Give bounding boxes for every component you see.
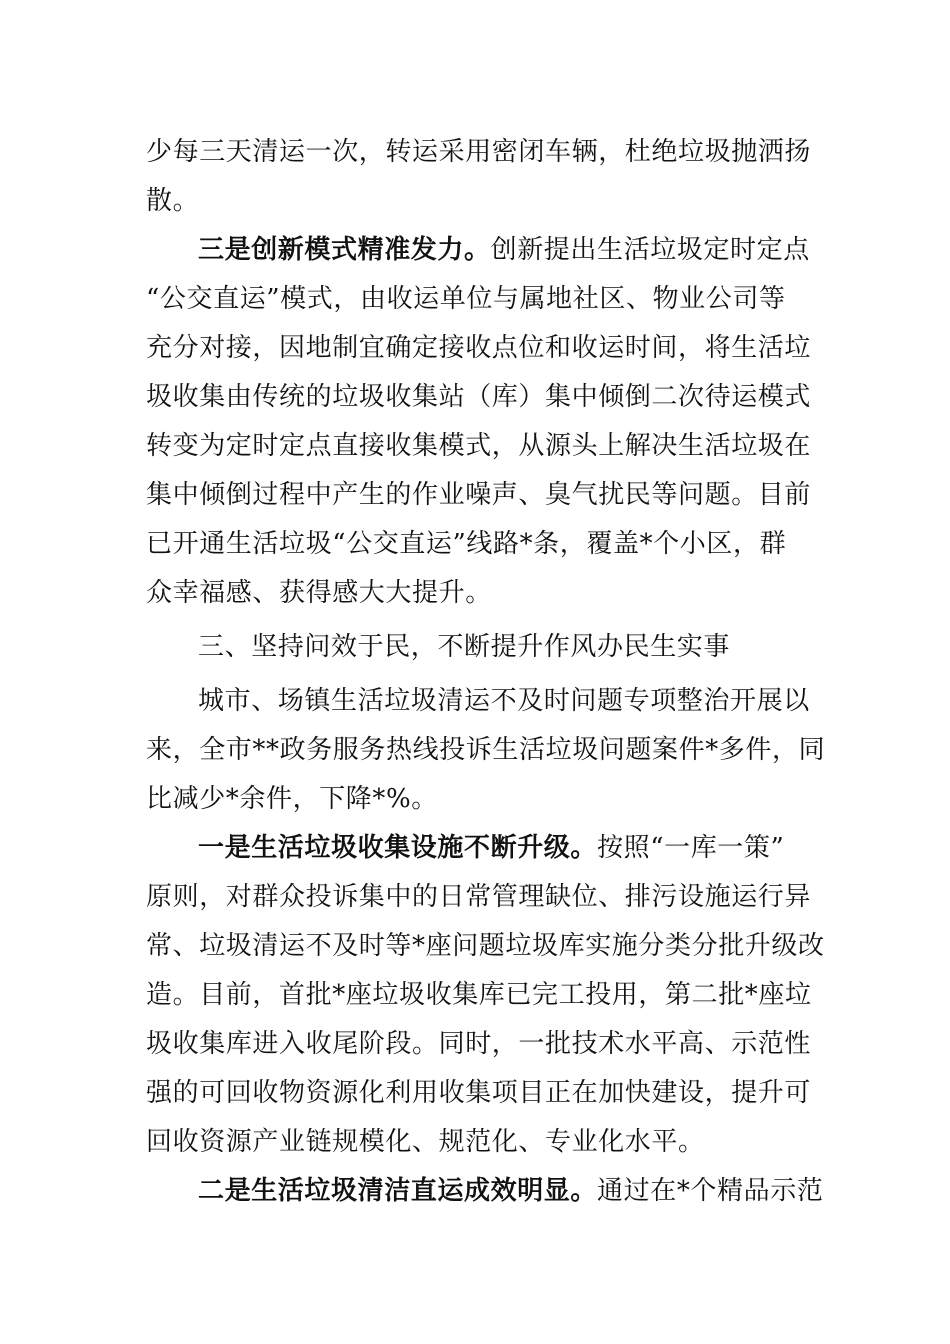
paragraph-lead: 三是创新模式精准发力。 [198,235,491,265]
body-line [146,274,806,324]
line-text: 强的可回收物资源化利用收集项目正在加快建设，提升可 [146,1078,812,1108]
line-text: 众幸福感、获得感大大提升。 [146,578,492,608]
body-line [146,725,826,775]
body-line [146,127,812,177]
line-text: 圾收集库进入收尾阶段。同时，一批技术水平高、示范性 [146,1029,812,1059]
body-line [146,1117,806,1167]
body-line [146,323,812,373]
line-text: 造。目前，首批*座垃圾收集库已完工投用，第二批*座垃 [146,980,812,1010]
paragraph-lead: 二是生活垃圾清洁直运成效明显。 [198,1176,598,1206]
body-line [146,568,806,618]
body-line [146,872,812,922]
body-line [146,1019,812,1069]
body-line [146,774,806,824]
paragraph-start-line [146,676,858,726]
line-text: 按照“一库一策” [597,833,785,863]
heading-text: 三、坚持问效于民，不断提升作风办民生实事 [198,632,731,662]
line-text: 已开通生活垃圾“公交直运”线路*条，覆盖*个小区，群 [146,529,787,559]
line-text: 比减少*余件，下降*%。 [146,784,438,814]
body-line [146,970,812,1020]
line-text: 城市、场镇生活垃圾清运不及时问题专项整治开展以 [198,686,810,716]
line-text: 创新提出生活垃圾定时定点 [490,235,810,265]
line-text: 圾收集由传统的垃圾收集站（库）集中倾倒二次待运模式 [146,382,812,412]
line-text: 常、垃圾清运不及时等*座问题垃圾库实施分类分批升级改 [146,931,825,961]
paragraph-start-line [146,225,858,275]
paragraph-start-line [146,1166,858,1216]
paragraph-start-line [146,823,858,873]
body-line [146,470,812,520]
section-heading [146,622,858,672]
line-text: “公交直运”模式，由收运单位与属地社区、物业公司等 [146,284,786,314]
body-line [146,921,825,971]
body-line [146,519,806,569]
line-text: 回收资源产业链规模化、规范化、专业化水平。 [146,1127,705,1157]
line-text: 散。 [146,186,200,216]
line-text: 集中倾倒过程中产生的作业噪声、臭气扰民等问题。目前 [146,480,812,510]
line-text: 原则，对群众投诉集中的日常管理缺位、排污设施运行异 [146,882,812,912]
line-text: 少每三天清运一次，转运采用密闭车辆，杜绝垃圾抛洒扬 [146,137,812,167]
line-text: 充分对接，因地制宜确定接收点位和收运时间，将生活垃 [146,333,812,363]
line-text: 转变为定时定点直接收集模式，从源头上解决生活垃圾在 [146,431,812,461]
body-line [146,421,812,471]
line-text: 通过在*个精品示范 [597,1176,824,1206]
line-text: 来，全市**政务服务热线投诉生活垃圾问题案件*多件，同 [146,735,826,765]
paragraph-lead: 一是生活垃圾收集设施不断升级。 [198,833,598,863]
body-line [146,372,812,422]
body-line [146,176,806,226]
body-line [146,1068,812,1118]
